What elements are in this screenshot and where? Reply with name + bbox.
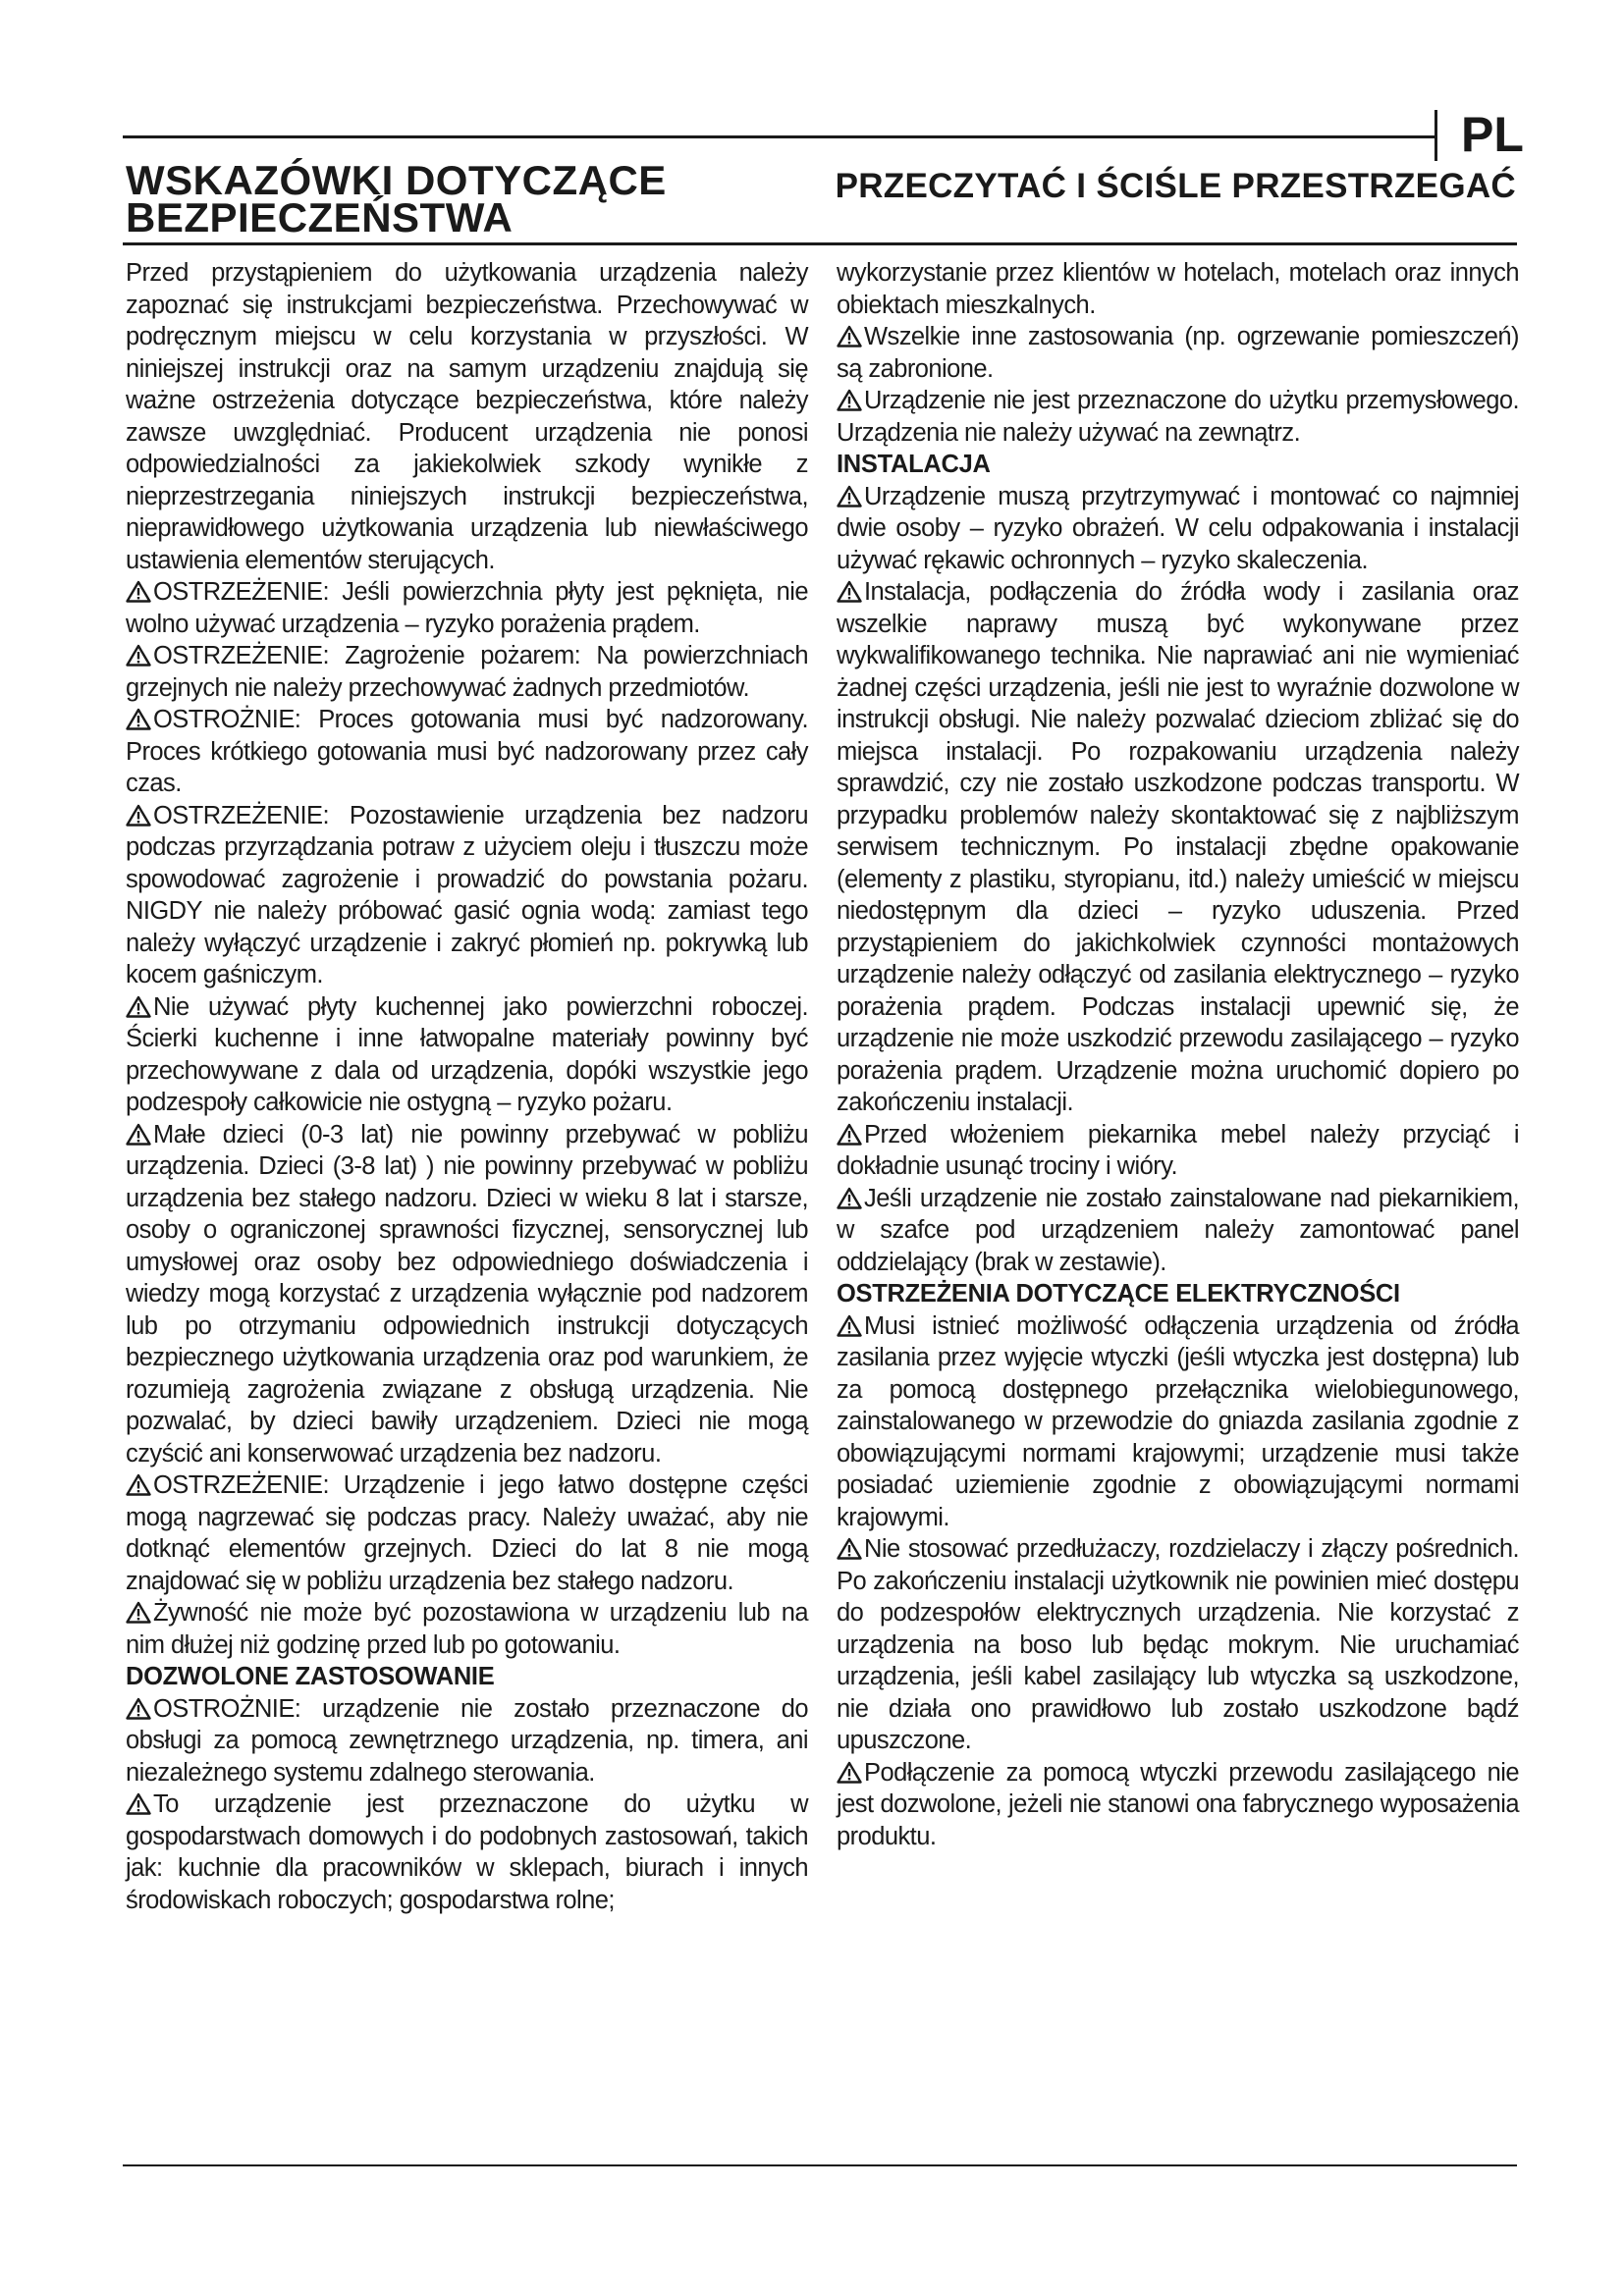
intro-paragraph: Przed przystąpieniem do użytkowania urządzenia należy zapoznać się instrukcjami bezpieczeństwa. Przechowywać w podręcznym miejscu w celu korzystania w przyszłości. W niniejszej instrukcji oraz na samym urządzeniu znajdują się ważne ostrzeżenia dotyczące bezpieczeństwa, które należy zawsze uwzględniać. Producent urządzenia nie ponosi odpowiedzialności za jakiekolwiek szkody wynikłe z nieprzestrzegania niniejszych instrukcji bezpieczeństwa, nieprawidłowego użytkowania urządzenia lub niewłaściwego ustawienia elementów sterujących. <box>126 259 808 574</box>
warning-triangle-icon <box>837 1122 862 1145</box>
warning-paragraph: OSTROŻNIE: urządzenie nie zostało przeznaczone do obsługi za pomocą zewnętrznego urządzenia, np. timera, ani niezależnego systemu zdalnego sterowania. <box>126 1694 808 1787</box>
warning-triangle-icon <box>126 1791 151 1814</box>
warning-paragraph: Podłączenie za pomocą wtyczki przewodu zasilającego nie jest dozwolone, jeżeli nie stanowi ona fabrycznego wyposażenia produktu. <box>837 1758 1519 1850</box>
footer-rule <box>123 2164 1517 2166</box>
warning-triangle-icon <box>837 388 862 410</box>
warning-triangle-icon <box>837 324 862 347</box>
warning-triangle-icon <box>126 1122 151 1145</box>
page-subtitle: PRZECZYTAĆ I ŚCIŚLE PRZESTRZEGAĆ <box>835 167 1516 205</box>
warning-paragraph: Urządzenie nie jest przeznaczone do użytku przemysłowego. Urządzenia nie należy używać na zewnątrz. <box>837 387 1519 447</box>
warning-paragraph: OSTRZEŻENIE: Pozostawienie urządzenia bez nadzoru podczas przyrządzania potraw z użyciem oleju i tłuszczu może spowodować zagrożenie i prowadzić do powstania pożaru. NIGDY nie należy próbować gasić ognia wodą: zamiast tego należy wyłączyć urządzenie i zakryć płomień np. pokrywką lub kocem gaśniczym. <box>126 801 808 988</box>
warning-paragraph: Instalacja, podłączenia do źródła wody i zasilania oraz wszelkie naprawy muszą być wykonywane przez wykwalifikowanego technika. Nie naprawiać ani nie wymieniać żadnej części urządzenia, jeśli nie jest to wyraźnie dozwolone w instrukcji obsługi. Nie należy pozwalać dzieciom zbliżać się do miejsca instalacji. Po rozpakowaniu urządzenia należy sprawdzić, czy nie zostało uszkodzone podczas transportu. W przypadku problemów należy skontaktować się z najbliższym serwisem technicznym. Po instalacji zbędne opakowanie (elementy z plastiku, styropianu, itd.) należy umieścić w miejscu niedostępnym dla dzieci – ryzyko uduszenia. Przed przystąpieniem do jakichkolwiek czynności montażowych urządzenie należy odłączyć od zasilania elektrycznego – ryzyko porażenia prądem. Podczas instalacji upewnić się, że urządzenie nie może uszkodzić przewodu zasilającego – ryzyko porażenia prądem. Urządzenie można uruchomić dopiero po zakończeniu instalacji. <box>837 578 1519 1116</box>
warning-triangle-icon <box>837 579 862 602</box>
title-divider <box>123 242 1517 245</box>
warning-triangle-icon <box>126 1696 151 1719</box>
header-rule <box>123 135 1436 138</box>
warning-paragraph: Urządzenie muszą przytrzymywać i montować co najmniej dwie osoby – ryzyko obrażeń. W celu odpakowania i instalacji używać rękawic ochronnych – ryzyko skaleczenia. <box>837 482 1519 574</box>
section-heading-installation: INSTALACJA <box>837 451 991 478</box>
warning-triangle-icon <box>126 1600 151 1623</box>
warning-triangle-icon <box>126 1472 151 1495</box>
warning-paragraph: Małe dzieci (0-3 lat) nie powinny przebywać w pobliżu urządzenia. Dzieci (3-8 lat) ) nie powinny przebywać w pobliżu urządzenia bez stałego nadzoru. Dzieci w wieku 8 lat i starsze, osoby o ograniczonej sprawności fizycznej, sensorycznej lub umysłowej oraz osoby bez odpowiedniego doświadczenia i wiedzy mogą korzystać z urządzenia wyłącznie pod nadzorem lub po otrzymaniu odpowiednich instrukcji dotyczących bezpiecznego użytkowania urządzenia oraz pod warunkiem, że rozumieją zagrożenia związane z obsługą urządzenia. Nie pozwalać, by dzieci bawiły urządzeniem. Dzieci nie mogą czyścić ani konserwować urządzenia bez nadzoru. <box>126 1120 808 1468</box>
warning-paragraph: Nie stosować przedłużaczy, rozdzielaczy i złączy pośrednich. Po zakończeniu instalacji użytkownik nie powinien mieć dostępu do podzespołów elektrycznych urządzenia. Nie korzystać z urządzenia na boso lub będąc mokrym. Nie uruchamiać urządzenia, jeśli kabel zasilający lub wtyczka są uszkodzone, nie działa ono prawidłowo lub zostało uszkodzone bądź upuszczone. <box>837 1535 1519 1754</box>
warning-triangle-icon <box>126 643 151 666</box>
warning-triangle-icon <box>126 707 151 729</box>
section-heading-allowed-use: DOZWOLONE ZASTOSOWANIE <box>126 1663 495 1690</box>
warning-paragraph: OSTROŻNIE: Proces gotowania musi być nadzorowany. Proces krótkiego gotowania musi być nadzorowany przez cały czas. <box>126 706 808 797</box>
warning-paragraph: To urządzenie jest przeznaczone do użytku w gospodarstwach domowych i do podobnych zastosowań, takich jak: kuchnie dla pracowników w sklepach, biurach i innych środowiskach roboczych; gospodarstwa rolne; <box>126 1790 808 1914</box>
warning-paragraph: OSTRZEŻENIE: Urządzenie i jego łatwo dostępne części mogą nagrzewać się podczas pracy. Należy uważać, aby nie dotknąć elementów grzejnych. Dzieci do lat 8 nie mogą znajdować się w pobliżu urządzenia bez stałego nadzoru. <box>126 1471 808 1595</box>
warning-triangle-icon <box>837 1186 862 1208</box>
section-heading-electrical: OSTRZEŻENIA DOTYCZĄCE ELEKTRYCZNOŚCI <box>837 1280 1400 1308</box>
warning-paragraph: Żywność nie może być pozostawiona w urządzeniu lub na nim dłużej niż godzinę przed lub po gotowaniu. <box>126 1599 808 1659</box>
warning-triangle-icon <box>837 1536 862 1559</box>
warning-paragraph: Przed włożeniem piekarnika mebel należy przyciąć i dokładnie usunąć trociny i wióry. <box>837 1120 1519 1180</box>
warning-triangle-icon <box>837 484 862 507</box>
warning-triangle-icon <box>126 579 151 602</box>
page-title: WSKAZÓWKI DOTYCZĄCE BEZPIECZEŃSTWA <box>126 157 667 240</box>
warning-triangle-icon <box>126 803 151 826</box>
language-divider <box>1435 110 1437 161</box>
warning-triangle-icon <box>837 1313 862 1336</box>
warning-triangle-icon <box>837 1760 862 1783</box>
warning-triangle-icon <box>126 994 151 1017</box>
warning-paragraph: Nie używać płyty kuchennej jako powierzchni roboczej. Ścierki kuchenne i inne łatwopalne materiały powinny być przechowywane z dala od urządzenia, dopóki wszystkie jego podzespoły całkowicie nie ostygną – ryzyko pożaru. <box>126 992 808 1116</box>
left-column <box>126 257 808 1916</box>
continued-paragraph: wykorzystanie przez klientów w hotelach, motelach oraz innych obiektach mieszkalnych. <box>837 259 1519 319</box>
warning-paragraph: OSTRZEŻENIE: Zagrożenie pożarem: Na powierzchniach grzejnych nie należy przechowywać żadnych przedmiotów. <box>126 642 808 702</box>
warning-paragraph: Wszelkie inne zastosowania (np. ogrzewanie pomieszczeń) są zabronione. <box>837 323 1519 383</box>
warning-paragraph: Musi istnieć możliwość odłączenia urządzenia od źródła zasilania przez wyjęcie wtyczki (jeśli wtyczka jest dostępna) lub za pomocą dostępnego przełącznika wielobiegunowego, zainstalowanego w przewodzie do gniazda zasilania zgodnie z obowiązującymi normami krajowymi; urządzenie musi także posiadać uziemienie zgodnie z obowiązującymi normami krajowymi. <box>837 1311 1519 1531</box>
warning-paragraph: Jeśli urządzenie nie zostało zainstalowane nad piekarnikiem, w szafce pod urządzeniem należy zamontować panel oddzielający (brak w zestawie). <box>837 1184 1519 1276</box>
language-code: PL <box>1461 107 1524 162</box>
right-column <box>837 257 1519 1852</box>
warning-paragraph: OSTRZEŻENIE: Jeśli powierzchnia płyty jest pęknięta, nie wolno używać urządzenia – ryzyko porażenia prądem. <box>126 578 808 638</box>
